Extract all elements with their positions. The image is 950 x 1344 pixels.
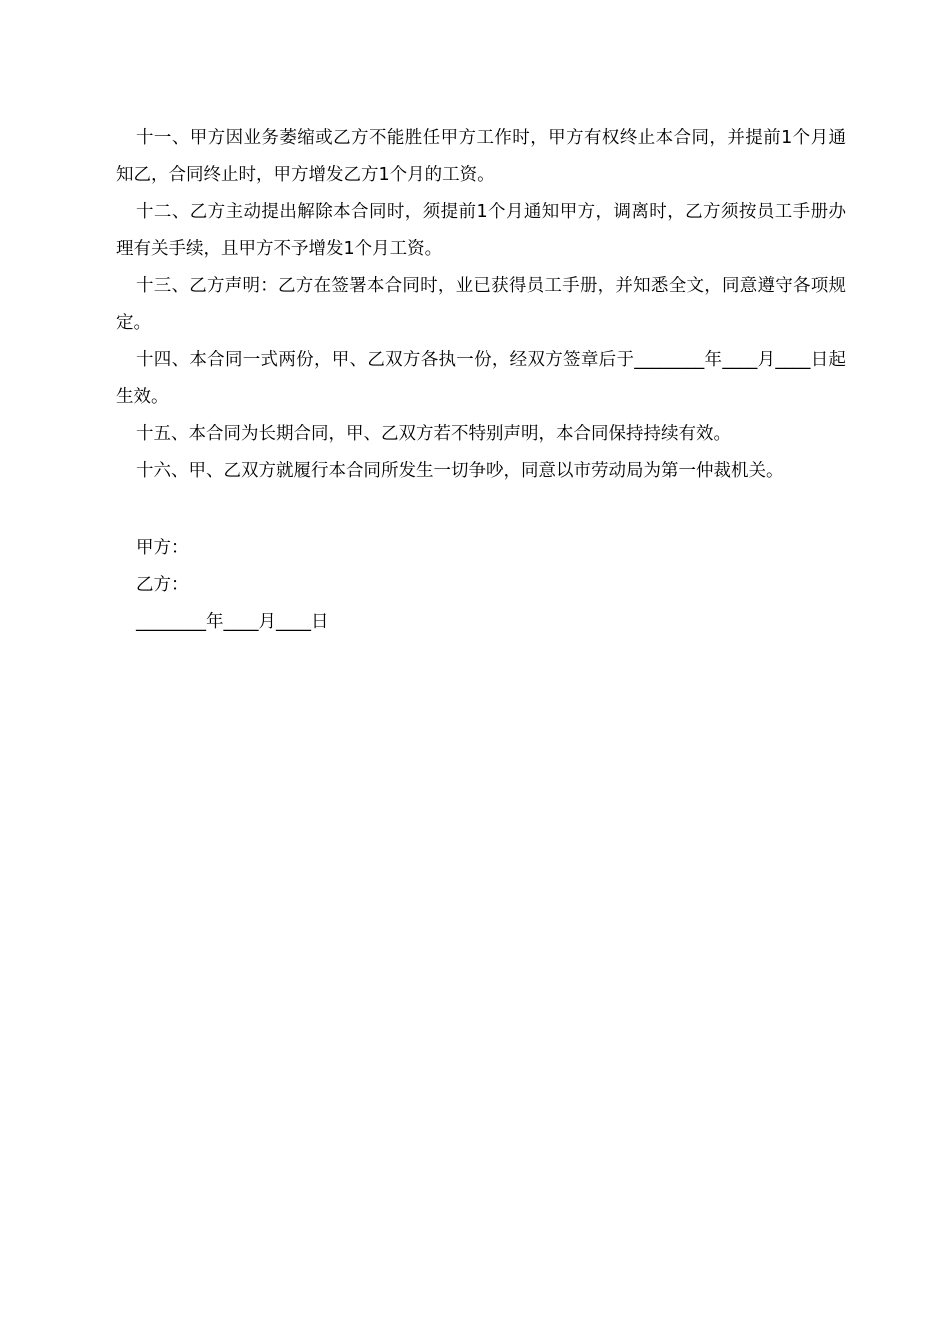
clause-11: 十一、甲方因业务萎缩或乙方不能胜任甲方工作时，甲方有权终止本合同，并提前1个月通知乙，合同终止时，甲方增发乙方1个月的工资。 <box>116 128 846 185</box>
date-line: ________年____月____日 <box>136 612 329 632</box>
contract-clauses <box>116 120 846 490</box>
clause-14: 十四、本合同一式两份，甲、乙双方各执一份，经双方签章后于________年____月____日起生效。 <box>116 350 846 407</box>
clause-16: 十六、甲、乙双方就履行本合同所发生一切争吵，同意以市劳动局为第一仲裁机关。 <box>136 461 784 481</box>
signature-block <box>136 530 636 641</box>
clause-15: 十五、本合同为长期合同，甲、乙双方若不特别声明，本合同保持持续有效。 <box>136 424 731 444</box>
clause-12: 十二、乙方主动提出解除本合同时，须提前1个月通知甲方，调离时，乙方须按员工手册办理有关手续，且甲方不予增发1个月工资。 <box>116 202 846 259</box>
clause-13: 十三、乙方声明：乙方在签署本合同时，业已获得员工手册，并知悉全文，同意遵守各项规定。 <box>116 276 846 333</box>
party-a-label: 甲方： <box>136 538 189 558</box>
party-b-label: 乙方： <box>136 575 189 595</box>
